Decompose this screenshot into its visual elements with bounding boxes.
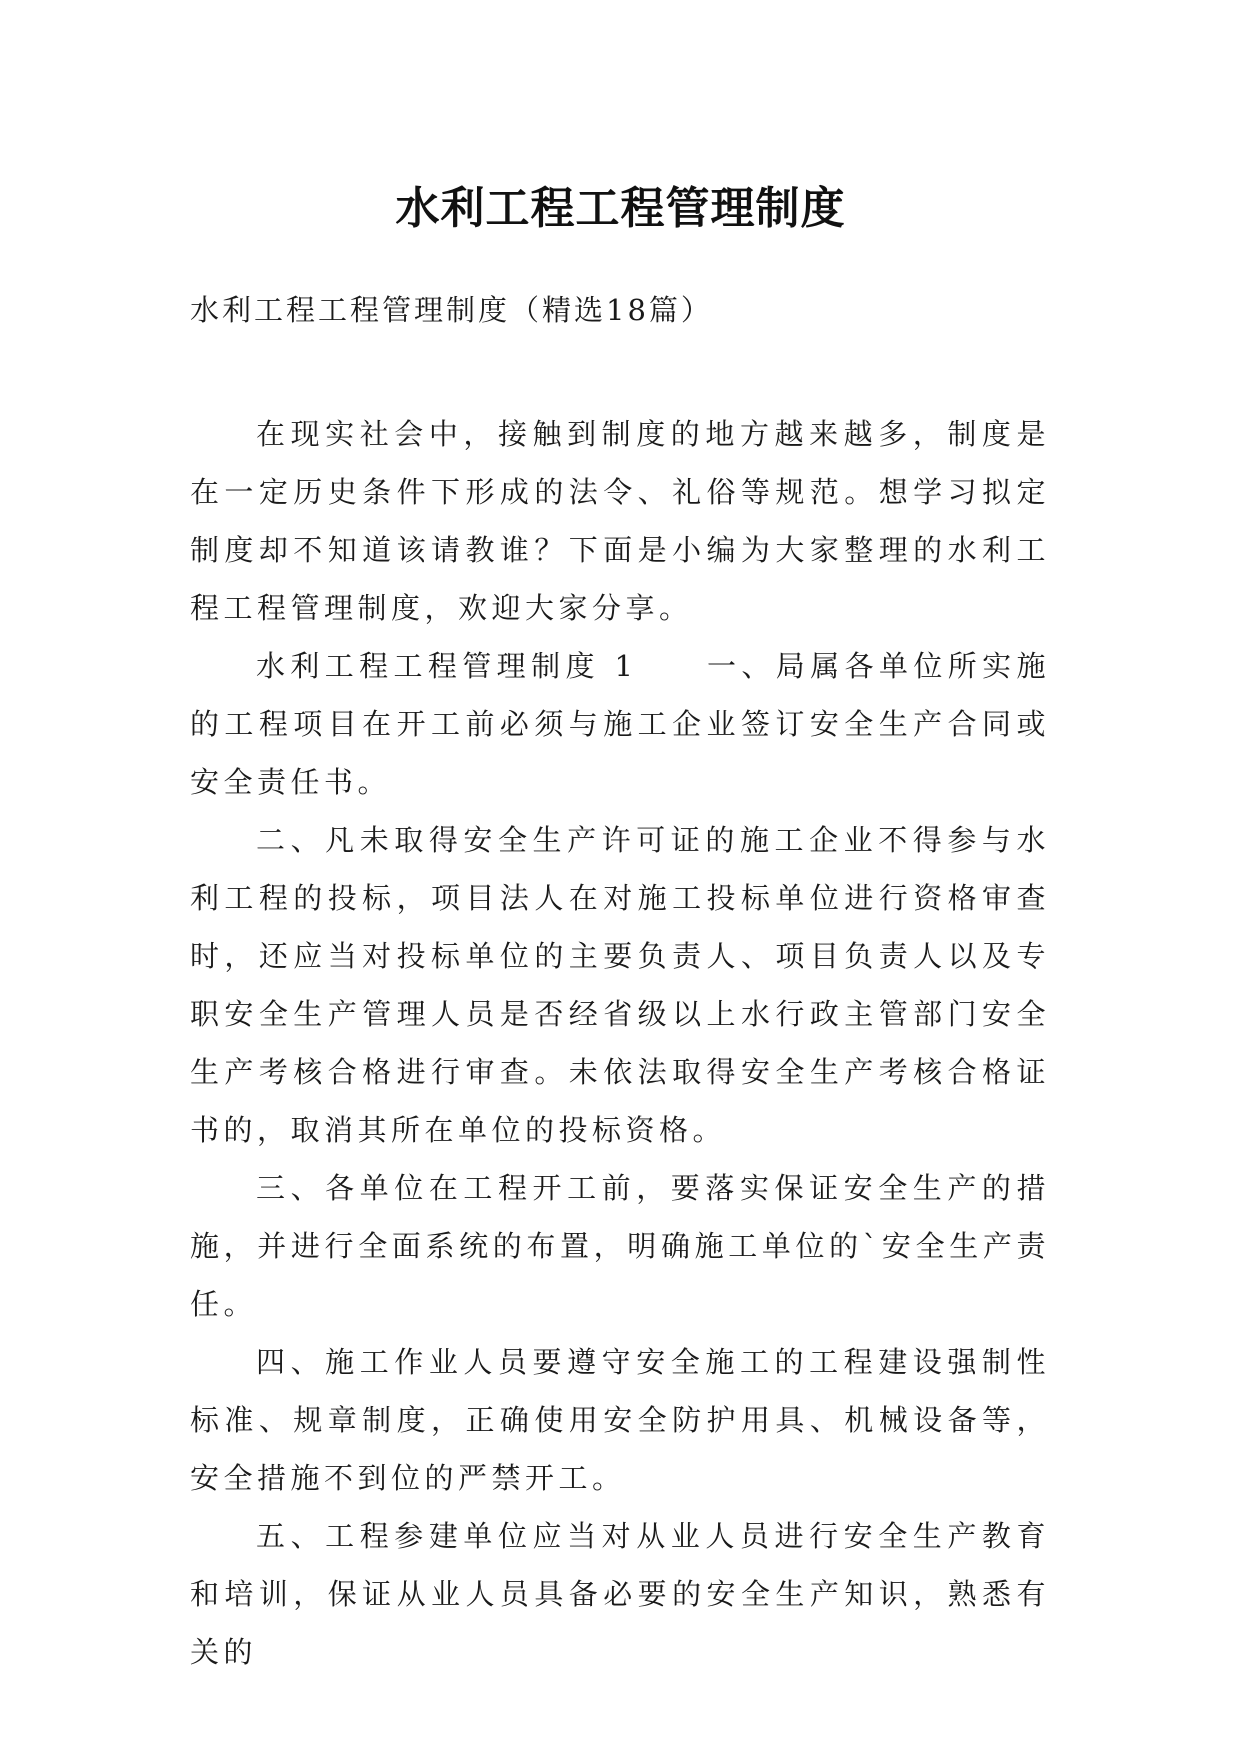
paragraph-item-1: 水利工程工程管理制度 1 一、局属各单位所实施的工程项目在开工前必须与施工企业签订安全生产合同或安全责任书。 [190,649,1050,799]
paragraph-intro: 在现实社会中，接触到制度的地方越来越多，制度是在一定历史条件下形成的法令、礼俗等规范。想学习拟定制度却不知道该请教谁？下面是小编为大家整理的水利工程工程管理制度，欢迎大家分享。 [190,417,1050,625]
paragraph-item-5: 五、工程参建单位应当对从业人员进行安全生产教育和培训，保证从业人员具备必要的安全生产知识，熟悉有关的 [190,1519,1050,1669]
paragraph-item-2: 二、凡未取得安全生产许可证的施工企业不得参与水利工程的投标，项目法人在对施工投标单位进行资格审查时，还应当对投标单位的主要负责人、项目负责人以及专职安全生产管理人员是否经省级以上水行政主管部门安全生产考核合格进行审查。未依法取得安全生产考核合格证书的，取消其所在单位的投标资格。 [190,823,1050,1147]
paragraph-item-4: 四、施工作业人员要遵守安全施工的工程建设强制性标准、规章制度，正确使用安全防护用具、机械设备等，安全措施不到位的严禁开工。 [190,1345,1050,1495]
document-body [190,405,1050,1681]
document-subtitle: 水利工程工程管理制度（精选18篇） [190,293,713,327]
document-title: 水利工程工程管理制度 [395,183,846,235]
paragraph-item-3: 三、各单位在工程开工前，要落实保证安全生产的措施，并进行全面系统的布置，明确施工单位的`安全生产责任。 [190,1171,1050,1321]
